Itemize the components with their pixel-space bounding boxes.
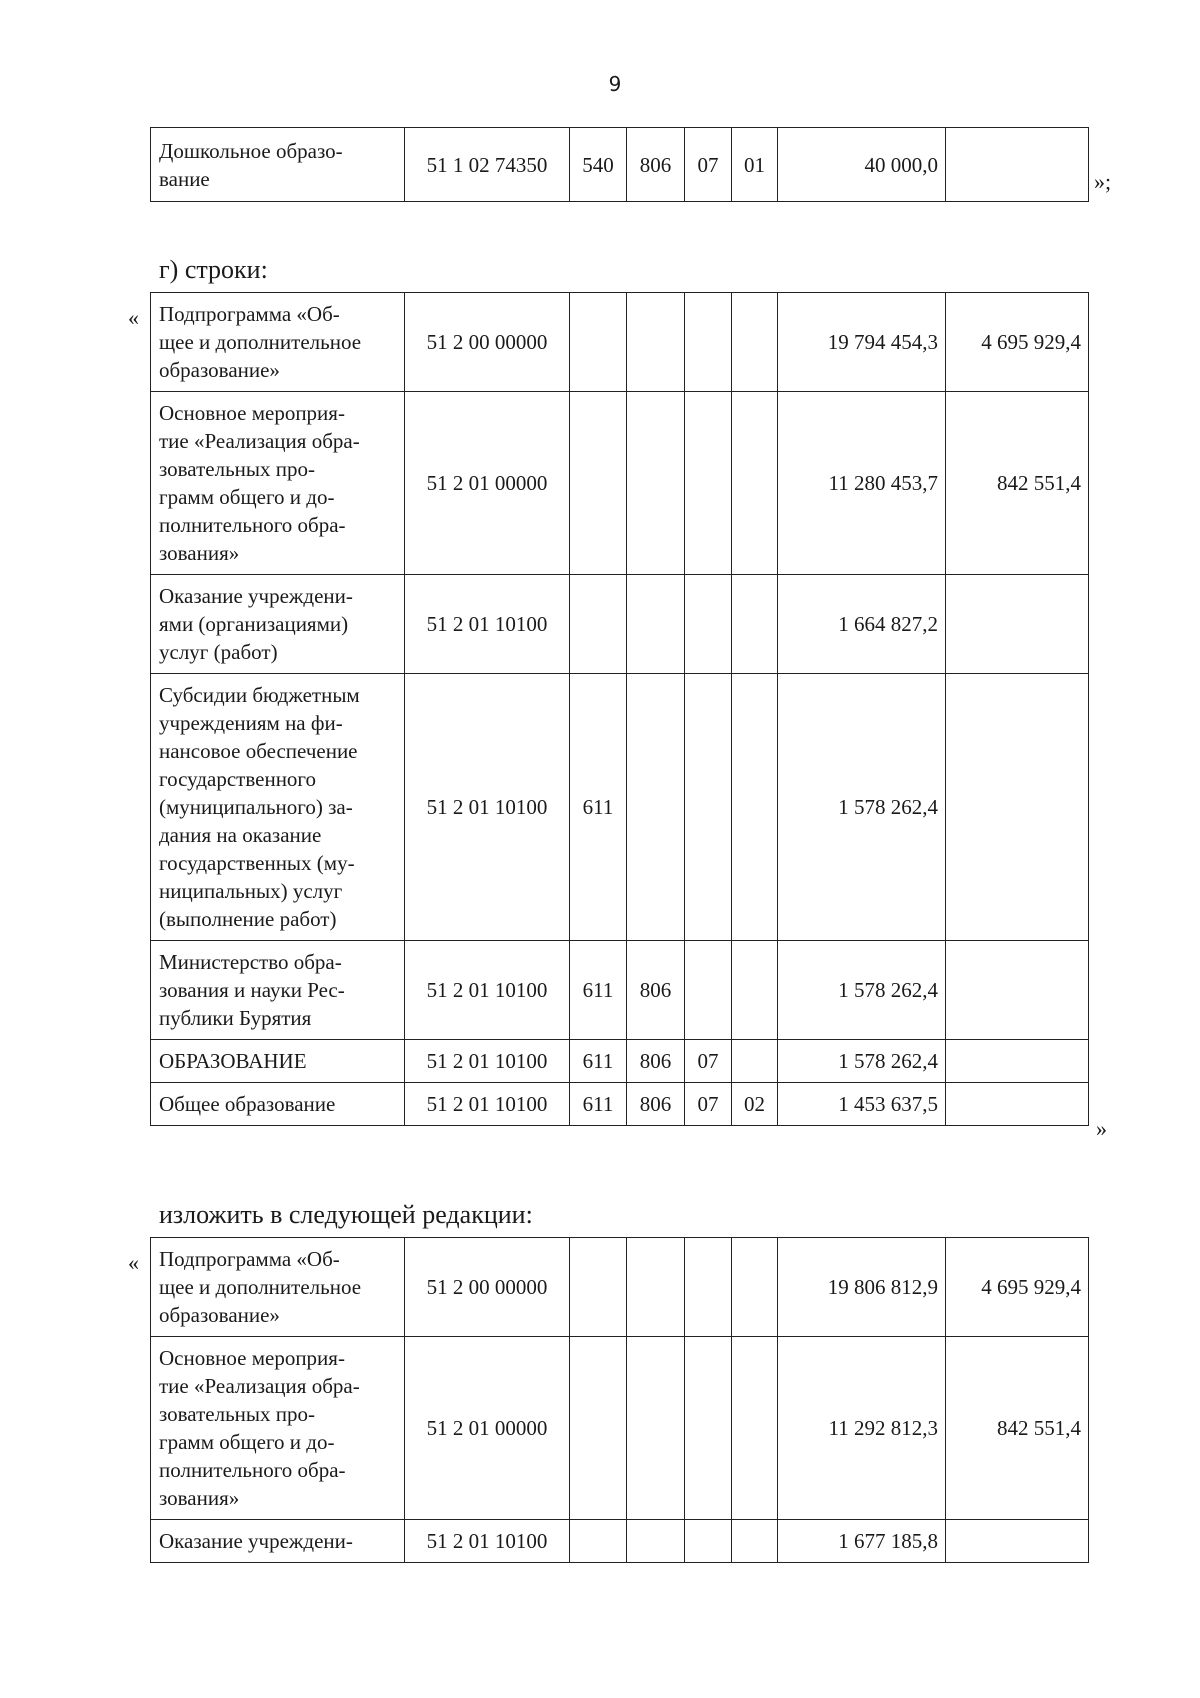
cell-administrator: 806 — [627, 941, 685, 1040]
cell-expense-type: 540 — [570, 128, 627, 202]
cell-amount: 1 453 637,5 — [778, 1083, 946, 1126]
cell-target-code: 51 1 02 74350 — [405, 128, 570, 202]
cell-target-code: 51 2 00 00000 — [405, 1238, 570, 1337]
section-heading-g: г) строки: — [159, 255, 268, 284]
cell-amount: 40 000,0 — [778, 128, 946, 202]
cell-name: Оказание учреждени- — [151, 1520, 405, 1563]
cell-section: 07 — [685, 128, 732, 202]
cell-target-code: 51 2 01 10100 — [405, 1520, 570, 1563]
cell-name: Субсидии бюджетным учреждениям на фи- нансовое обеспечение государственного (муниципального) за- дания на оказание государственных (му- ниципальных) услуг (выполнение работ) — [151, 674, 405, 941]
cell-amount-federal — [946, 941, 1089, 1040]
cell-amount: 1 578 262,4 — [778, 1040, 946, 1083]
cell-amount: 1 578 262,4 — [778, 674, 946, 941]
cell-expense-type — [570, 1520, 627, 1563]
cell-amount: 19 794 454,3 — [778, 293, 946, 392]
cell-administrator — [627, 575, 685, 674]
cell-amount-federal: 842 551,4 — [946, 1337, 1089, 1520]
cell-expense-type — [570, 293, 627, 392]
cell-expense-type: 611 — [570, 1040, 627, 1083]
cell-administrator — [627, 392, 685, 575]
cell-name: Подпрограмма «Об- щее и дополнительное образование» — [151, 293, 405, 392]
cell-subsection — [732, 293, 778, 392]
cell-section: 07 — [685, 1040, 732, 1083]
cell-subsection — [732, 575, 778, 674]
cell-subsection — [732, 941, 778, 1040]
cell-section — [685, 1238, 732, 1337]
table-row — [151, 674, 1089, 941]
cell-section — [685, 293, 732, 392]
cell-name: Основное мероприя- тие «Реализация обра- зовательных про- грамм общего и до- полнительного обра- зования» — [151, 1337, 405, 1520]
cell-subsection: 02 — [732, 1083, 778, 1126]
cell-administrator: 806 — [627, 1040, 685, 1083]
table-row — [151, 128, 1089, 202]
cell-amount: 11 292 812,3 — [778, 1337, 946, 1520]
budget-table-new-rows — [150, 1237, 1089, 1563]
cell-amount-federal — [946, 128, 1089, 202]
cell-name: Министерство обра- зования и науки Рес- публики Бурятия — [151, 941, 405, 1040]
cell-amount-federal — [946, 1520, 1089, 1563]
table-row — [151, 293, 1089, 392]
cell-expense-type — [570, 1337, 627, 1520]
cell-section — [685, 674, 732, 941]
cell-amount-federal: 4 695 929,4 — [946, 293, 1089, 392]
closing-quote-mark: »; — [1094, 169, 1112, 194]
cell-name: Дошкольное образо- вание — [151, 128, 405, 202]
cell-expense-type: 611 — [570, 1083, 627, 1126]
cell-administrator: 806 — [627, 1083, 685, 1126]
cell-section — [685, 575, 732, 674]
table-row — [151, 392, 1089, 575]
table-row — [151, 1040, 1089, 1083]
cell-expense-type — [570, 392, 627, 575]
cell-expense-type: 611 — [570, 674, 627, 941]
cell-amount-federal: 842 551,4 — [946, 392, 1089, 575]
cell-target-code: 51 2 01 10100 — [405, 674, 570, 941]
table-row — [151, 1238, 1089, 1337]
page-number: 9 — [608, 72, 622, 96]
cell-subsection — [732, 1337, 778, 1520]
cell-amount-federal — [946, 1040, 1089, 1083]
cell-amount-federal — [946, 1083, 1089, 1126]
cell-subsection — [732, 1040, 778, 1083]
closing-quote-mark: » — [1096, 1116, 1107, 1141]
cell-administrator — [627, 1520, 685, 1563]
table-row — [151, 1337, 1089, 1520]
cell-section — [685, 1520, 732, 1563]
table-row — [151, 1520, 1089, 1563]
cell-target-code: 51 2 01 10100 — [405, 575, 570, 674]
cell-amount-federal: 4 695 929,4 — [946, 1238, 1089, 1337]
opening-quote-mark: « — [128, 1250, 139, 1275]
cell-name: Подпрограмма «Об- щее и дополнительное образование» — [151, 1238, 405, 1337]
cell-section — [685, 1337, 732, 1520]
cell-target-code: 51 2 01 10100 — [405, 1040, 570, 1083]
cell-subsection: 01 — [732, 128, 778, 202]
cell-target-code: 51 2 01 00000 — [405, 1337, 570, 1520]
cell-amount: 1 664 827,2 — [778, 575, 946, 674]
cell-section — [685, 392, 732, 575]
cell-administrator: 806 — [627, 128, 685, 202]
cell-name: Основное мероприя- тие «Реализация обра- зовательных про- грамм общего и до- полнительного обра- зования» — [151, 392, 405, 575]
cell-amount-federal — [946, 575, 1089, 674]
table-row — [151, 941, 1089, 1040]
cell-section — [685, 941, 732, 1040]
cell-administrator — [627, 1337, 685, 1520]
cell-subsection — [732, 1238, 778, 1337]
cell-target-code: 51 2 01 10100 — [405, 941, 570, 1040]
cell-target-code: 51 2 01 10100 — [405, 1083, 570, 1126]
cell-subsection — [732, 392, 778, 575]
cell-subsection — [732, 1520, 778, 1563]
table-row — [151, 575, 1089, 674]
cell-expense-type — [570, 575, 627, 674]
cell-name: Общее образование — [151, 1083, 405, 1126]
cell-administrator — [627, 293, 685, 392]
cell-section: 07 — [685, 1083, 732, 1126]
cell-expense-type — [570, 1238, 627, 1337]
opening-quote-mark: « — [128, 305, 139, 330]
cell-amount: 1 578 262,4 — [778, 941, 946, 1040]
cell-target-code: 51 2 00 00000 — [405, 293, 570, 392]
budget-table-continuation — [150, 127, 1089, 202]
table-row — [151, 1083, 1089, 1126]
budget-table-old-rows — [150, 292, 1089, 1126]
cell-amount: 19 806 812,9 — [778, 1238, 946, 1337]
cell-name: ОБРАЗОВАНИЕ — [151, 1040, 405, 1083]
cell-amount: 11 280 453,7 — [778, 392, 946, 575]
cell-amount: 1 677 185,8 — [778, 1520, 946, 1563]
cell-subsection — [732, 674, 778, 941]
cell-expense-type: 611 — [570, 941, 627, 1040]
cell-name: Оказание учреждени- ями (организациями) услуг (работ) — [151, 575, 405, 674]
cell-target-code: 51 2 01 00000 — [405, 392, 570, 575]
cell-administrator — [627, 1238, 685, 1337]
cell-administrator — [627, 674, 685, 941]
section-heading-new-edition: изложить в следующей редакции: — [159, 1200, 533, 1229]
cell-amount-federal — [946, 674, 1089, 941]
